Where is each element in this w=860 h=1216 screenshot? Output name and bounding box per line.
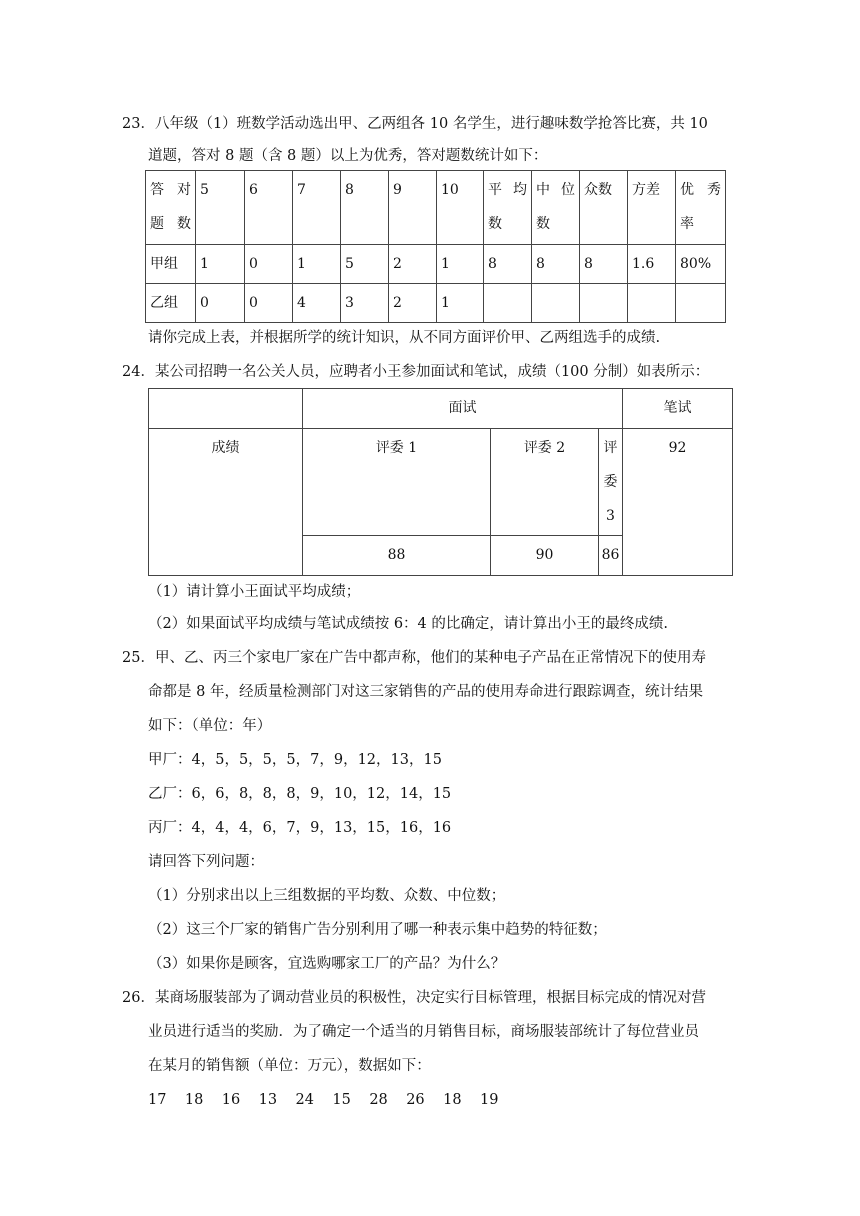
judge-3-score: 86 xyxy=(599,536,623,576)
table-cell: 2 xyxy=(389,245,437,284)
score-label: 成绩 xyxy=(149,429,303,576)
table-cell xyxy=(580,284,628,323)
table-cell: 80% xyxy=(676,245,726,284)
table-cell xyxy=(484,284,532,323)
table-cell: 1 xyxy=(196,245,245,284)
q25-line1: 25．甲、乙、丙三个家电厂家在广告中都声称，他们的某种电子产品在正常情况下的使用寿 xyxy=(122,650,706,666)
q25-factory-bing: 丙厂：4，4，4，6，7，9，13，15，16，16 xyxy=(148,820,452,836)
interview-header: 面试 xyxy=(303,389,623,429)
table-cell: 3 xyxy=(341,284,389,323)
table-cell: 0 xyxy=(245,245,293,284)
q23-line1: 23．八年级（1）班数学活动选出甲、乙两组各 10 名学生，进行趣味数学抢答比赛，共 10 xyxy=(122,116,708,132)
header-excellent-rate: 优秀率 xyxy=(676,171,726,245)
q25-part2: （2）这三个厂家的销售广告分别利用了哪一种表示集中趋势的特征数； xyxy=(148,922,607,938)
q23-table xyxy=(145,170,726,323)
header-5: 5 xyxy=(196,171,245,245)
q24-line1: 24．某公司招聘一名公关人员，应聘者小王参加面试和笔试，成绩（100 分制）如表所示： xyxy=(122,364,710,380)
table-cell xyxy=(532,284,580,323)
header-8: 8 xyxy=(341,171,389,245)
q25-line3: 如下：（单位：年） xyxy=(148,718,272,734)
header-mean: 平均数 xyxy=(484,171,532,245)
q26-data: 17 18 16 13 24 15 28 26 18 19 xyxy=(148,1092,499,1108)
header-9: 9 xyxy=(389,171,437,245)
q25-part3: （3）如果你是顾客，宜选购哪家工厂的产品？为什么？ xyxy=(148,956,506,972)
table-cell: 0 xyxy=(245,284,293,323)
written-header: 笔试 xyxy=(623,389,733,429)
header-variance: 方差 xyxy=(628,171,676,245)
table-cell: 1 xyxy=(437,284,484,323)
table-cell: 1 xyxy=(293,245,341,284)
q26-line3: 在某月的销售额（单位：万元），数据如下： xyxy=(148,1058,431,1074)
written-score: 92 xyxy=(623,429,733,576)
header-10: 10 xyxy=(437,171,484,245)
table-cell xyxy=(676,284,726,323)
q25-factory-jia: 甲厂：4，5，5，5，5，7，9，12，13，15 xyxy=(148,752,442,768)
judge-1: 评委 1 xyxy=(303,429,491,536)
q24-part2: （2）如果面试平均成绩与笔试成绩按 6：4 的比确定，请计算出小王的最终成绩. xyxy=(148,616,669,632)
q26-line1: 26．某商场服装部为了调动营业员的积极性，决定实行目标管理，根据目标完成的情况对营 xyxy=(122,990,706,1006)
table-cell: 0 xyxy=(196,284,245,323)
table-cell: 1 xyxy=(437,245,484,284)
header-6: 6 xyxy=(245,171,293,245)
judge-1-score: 88 xyxy=(303,536,491,576)
q25-ask: 请回答下列问题： xyxy=(148,854,264,870)
table-cell: 4 xyxy=(293,284,341,323)
header-median: 中位数 xyxy=(532,171,580,245)
table-corner xyxy=(149,389,303,429)
table-cell: 1.6 xyxy=(628,245,676,284)
judge-2-score: 90 xyxy=(491,536,599,576)
row-yi-label: 乙组 xyxy=(146,284,196,323)
table-cell: 8 xyxy=(532,245,580,284)
q26-line2: 业员进行适当的奖励．为了确定一个适当的月销售目标，商场服装部统计了每位营业员 xyxy=(148,1024,699,1040)
header-mode: 众数 xyxy=(580,171,628,245)
q23-instruction: 请你完成上表，并根据所学的统计知识，从不同方面评价甲、乙两组选手的成绩. xyxy=(148,330,661,346)
judge-2: 评委 2 xyxy=(491,429,599,536)
row-jia-label: 甲组 xyxy=(146,245,196,284)
q25-line2: 命都是 8 年，经质量检测部门对这三家销售的产品的使用寿命进行跟踪调查，统计结果 xyxy=(148,684,703,700)
table-cell: 5 xyxy=(341,245,389,284)
table-cell: 8 xyxy=(484,245,532,284)
table-cell xyxy=(628,284,676,323)
q25-part1: （1）分别求出以上三组数据的平均数、众数、中位数； xyxy=(148,888,506,904)
q24-part1: （1）请计算小王面试平均成绩； xyxy=(148,584,361,600)
header-7: 7 xyxy=(293,171,341,245)
table-cell: 8 xyxy=(580,245,628,284)
header-answers: 答对题数 xyxy=(146,171,196,245)
table-cell: 2 xyxy=(389,284,437,323)
q24-table xyxy=(148,388,733,576)
judge-3: 评委3 xyxy=(599,429,623,536)
q23-line2: 道题，答对 8 题（含 8 题）以上为优秀，答对题数统计如下： xyxy=(148,148,548,164)
q25-factory-yi: 乙厂：6，6，8，8，8，9，10，12，14，15 xyxy=(148,786,452,802)
